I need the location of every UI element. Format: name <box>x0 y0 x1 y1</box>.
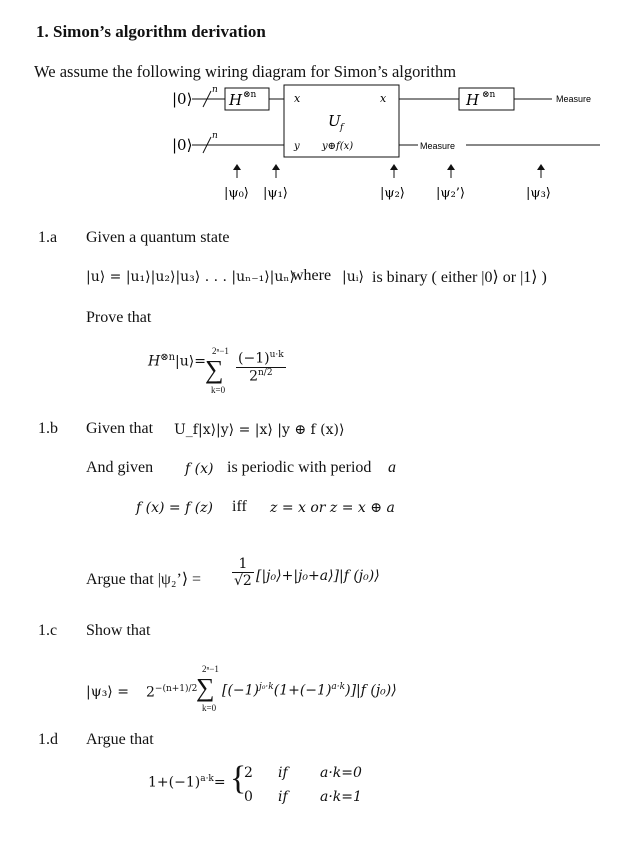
part-d-lhs-sup: a·k <box>200 774 214 784</box>
summation-icon: ∑ <box>205 355 224 384</box>
part-c-coef-sup: −(n+1)/2 <box>154 684 198 694</box>
uf-label: U <box>328 112 341 130</box>
part-a-h: H <box>148 353 161 370</box>
input-top: |0⟩ <box>172 90 193 108</box>
page-title: 1. Simon’s algorithm derivation <box>36 22 266 41</box>
h1-sup: ⊗n <box>243 90 257 100</box>
part-d-eq: = <box>213 774 226 791</box>
circuit-diagram <box>0 80 630 290</box>
part-b-number: 1.b <box>38 420 58 437</box>
part-a-frac-num: (−1) <box>238 350 270 367</box>
part-b-uf-eq: U_f|x⟩|y⟩ = |x⟩ |y ⊕ f (x)⟩ <box>174 422 345 438</box>
h2-label: H <box>466 91 480 109</box>
y-out-label: y⊕f(x) <box>322 141 354 152</box>
part-c-body-start: [(−1) <box>222 682 260 699</box>
part-c-body-sup2: a·k <box>331 682 346 692</box>
intro-text: We assume the following wiring diagram for Simon’s algorithm <box>34 62 457 81</box>
part-b-argue: Argue that |ψ₂’⟩ = <box>86 571 202 588</box>
x-out-label: x <box>380 92 387 105</box>
part-d-lhs: 1+(−1) <box>148 774 201 791</box>
part-b-periodic-f: f (x) <box>185 461 214 477</box>
part-a-given: Given a quantum state <box>86 229 230 246</box>
part-d-case2-if: if <box>278 789 288 805</box>
part-d-argue: Argue that <box>86 731 154 748</box>
part-c-body-mid: (1+(−1) <box>273 682 332 699</box>
part-d-case1-if: if <box>278 765 288 781</box>
part-a-h-sup: ⊗n <box>160 352 176 363</box>
part-a-frac-num-sup: u·k <box>269 350 284 360</box>
part-b-frac-num: 1 <box>232 556 254 573</box>
part-c-sum-bot: k=0 <box>202 703 217 713</box>
part-a-frac-den: 2 <box>249 368 259 385</box>
part-a-prove: Prove that <box>86 309 152 326</box>
part-a-number: 1.a <box>38 229 58 246</box>
part-c-lhs: |ψ₃⟩ = <box>86 684 129 700</box>
part-c-body-end: )]|f (j₀)⟩ <box>345 682 397 699</box>
part-d-case2-cond: a·k=1 <box>320 789 362 805</box>
h1-label: H <box>229 91 243 109</box>
part-b-iff: iff <box>232 498 247 515</box>
uf-sub: f <box>340 123 344 133</box>
y-in-label: y <box>294 141 300 152</box>
part-b-and-given: And given <box>86 459 154 476</box>
part-a-equation <box>148 352 206 370</box>
part-d-case1-val: 2 <box>244 765 253 781</box>
reg-size-bottom: n <box>212 131 218 141</box>
part-a-frac-den-sup: n/2 <box>258 367 273 378</box>
psi2-label: |ψ₂⟩ <box>380 186 405 201</box>
part-a-ui: |uᵢ⟩ <box>342 269 365 285</box>
part-c-show: Show that <box>86 622 151 639</box>
measure-top: Measure <box>556 94 592 104</box>
part-c-coef: 2 <box>146 684 155 701</box>
part-d-number: 1.d <box>38 731 58 748</box>
part-c-body-sup1: j₀·k <box>259 682 274 692</box>
part-b-frac-den: √2 <box>234 573 252 589</box>
left-brace-icon: { <box>230 760 247 797</box>
reg-size-top: n <box>212 85 218 95</box>
h2-sup: ⊗n <box>482 90 496 100</box>
part-a-binary: is binary ( either |0⟩ or |1⟩ ) <box>372 269 547 286</box>
part-b-periodic: is periodic with period <box>227 459 372 476</box>
part-c-number: 1.c <box>38 622 58 639</box>
part-b-period-a: a <box>388 459 396 476</box>
part-d-case1-cond: a·k=0 <box>320 765 362 781</box>
part-a-sum-bot: k=0 <box>211 385 226 395</box>
part-c-sum-top: 2ⁿ−1 <box>202 664 219 674</box>
part-a-state: |u⟩ = |u₁⟩|u₂⟩|u₃⟩ . . . |uₙ₋₁⟩|uₙ⟩ <box>86 269 295 285</box>
part-a-where: where <box>292 267 332 284</box>
part-b-result: [|j₀⟩+|j₀+a⟩]|f (j₀)⟩ <box>256 568 380 584</box>
measure-bottom: Measure <box>420 141 456 151</box>
psi1-label: |ψ₁⟩ <box>263 186 288 201</box>
part-a-ket: |u⟩= <box>175 353 206 370</box>
part-d-case2-val: 0 <box>244 789 253 805</box>
summation-icon: ∑ <box>196 673 215 702</box>
psi2p-label: |ψ₂’⟩ <box>436 186 465 201</box>
part-a-sum-top: 2ⁿ−1 <box>212 346 229 356</box>
part-d-lhs-group <box>148 774 226 791</box>
x-in-label: x <box>294 92 301 105</box>
part-b-given: Given that <box>86 420 154 437</box>
part-b-cond-lhs: f (x) = f (z) <box>136 500 214 516</box>
psi0-label: |ψ₀⟩ <box>224 186 249 201</box>
psi3-label: |ψ₃⟩ <box>526 186 551 201</box>
part-b-cond-rhs: z = x or z = x ⊕ a <box>270 500 395 516</box>
input-bottom: |0⟩ <box>172 136 193 154</box>
part-b-fraction <box>232 556 254 589</box>
part-a-fraction <box>236 350 286 384</box>
part-c-coef-group <box>146 684 197 701</box>
part-c-body <box>222 682 397 699</box>
